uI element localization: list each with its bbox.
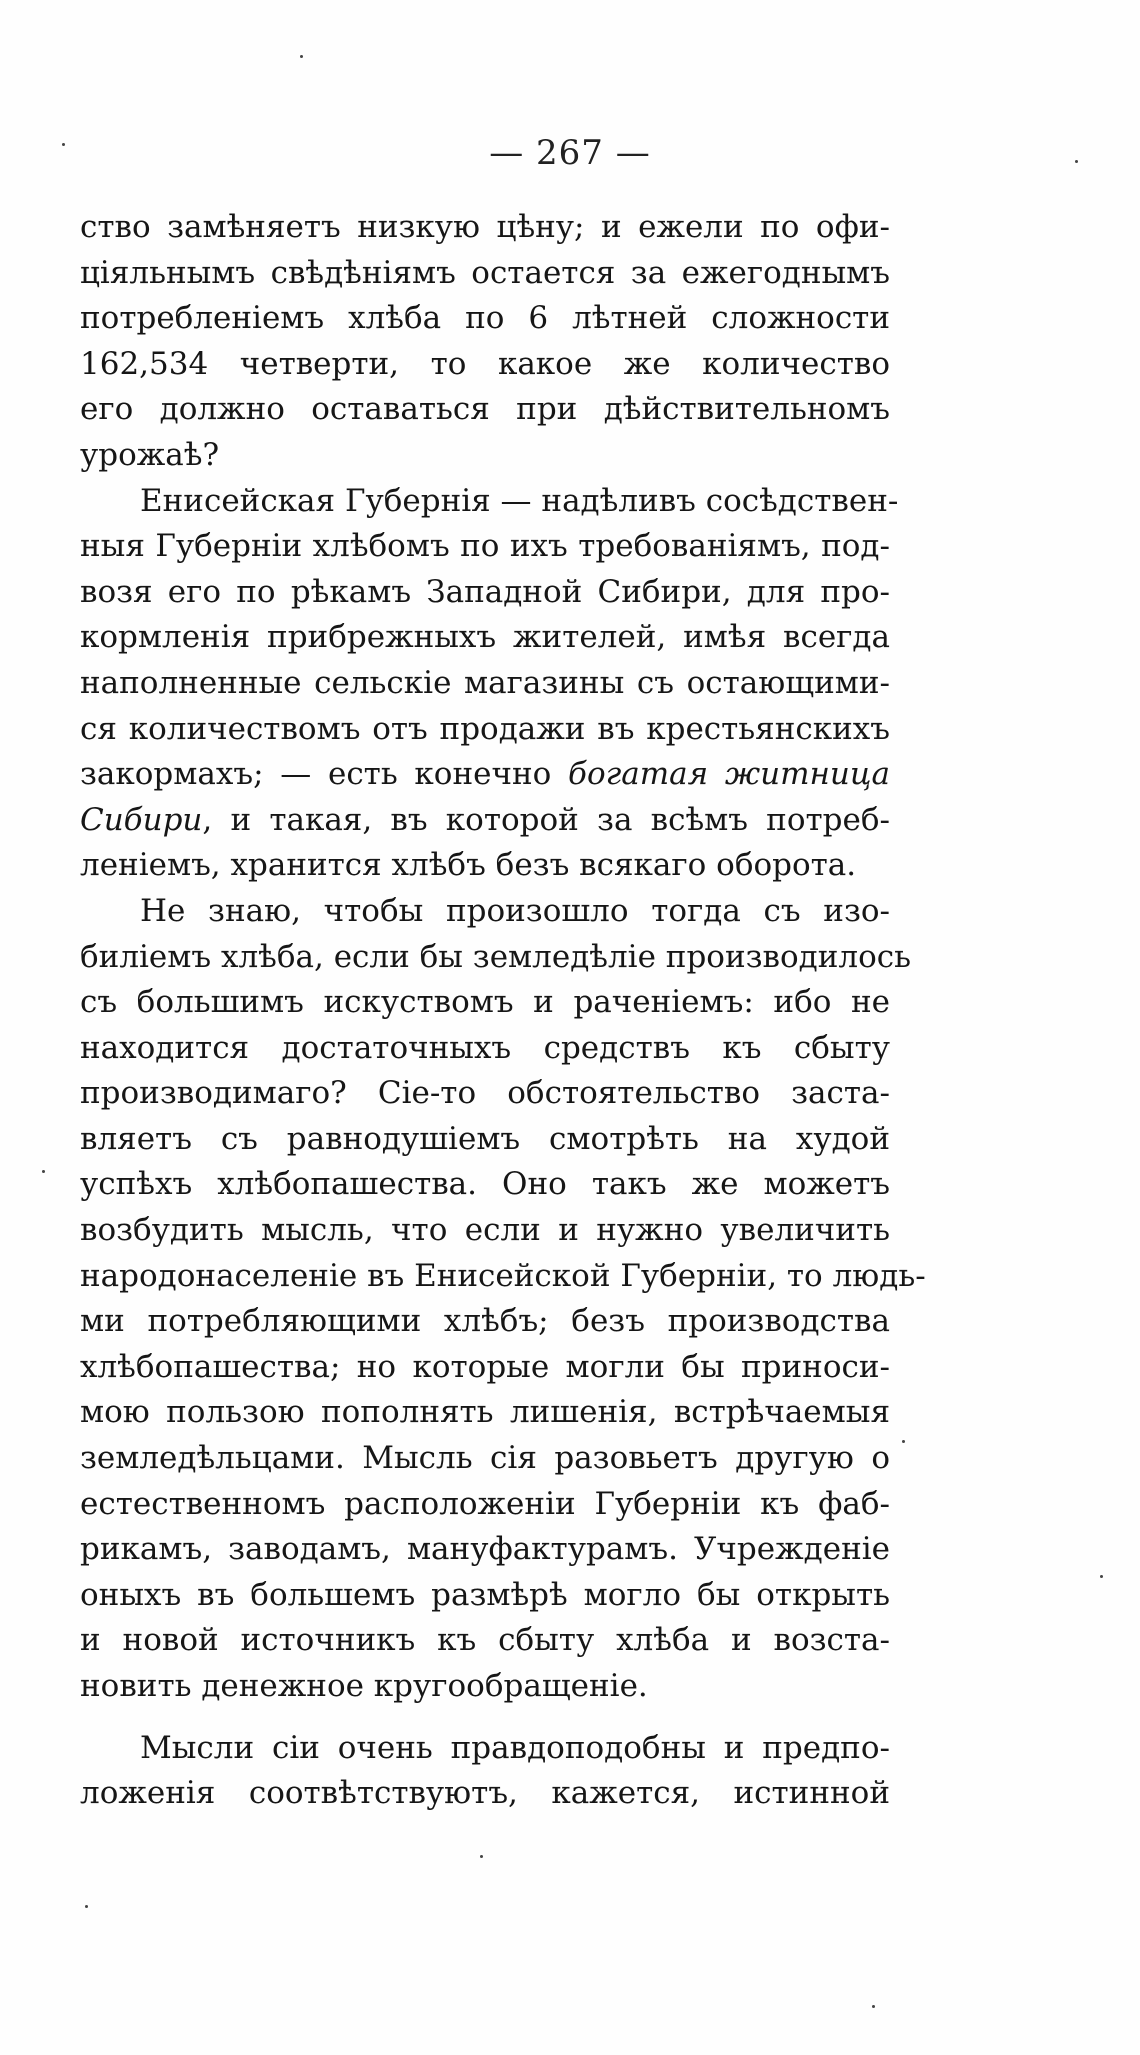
text-line: производимаго? Сіе-то обстоятельство заста- [80, 1075, 890, 1112]
text-line: Енисейская Губернія — надѣливъ сосѣдствен- [140, 482, 899, 519]
text-line: ныя Губерніи хлѣбомъ по ихъ требованіямъ, под- [80, 528, 890, 565]
text-line: ціяльнымъ свѣдѣніямъ остается за ежегоднымъ [80, 254, 890, 291]
scan-speck [1075, 160, 1078, 163]
italic-phrase: Сибири [80, 801, 203, 838]
text-segment: , и такая, въ которой за всѣмъ потреб- [202, 801, 890, 838]
text-line: и новой источникъ къ сбыту хлѣба и возста- [80, 1622, 890, 1659]
text-line: леніемъ, хранится хлѣбъ безъ всякаго оборота. [80, 847, 857, 884]
text-line: Мысли сіи очень правдоподобны и предпо- [140, 1729, 890, 1766]
text-line: находится достаточныхъ средствъ къ сбыту [80, 1029, 890, 1066]
text-line: мою пользою пополнять лишенія, встрѣчаемыя [80, 1394, 890, 1431]
scan-speck [902, 1440, 905, 1443]
text-line: земледѣльцами. Мысль сія разовьетъ другую о [80, 1440, 890, 1477]
text-line-mixed [80, 798, 890, 844]
text-line: новить денежное кругообращеніе. [80, 1668, 648, 1704]
text-line: народонаселеніе въ Енисейской Губерніи, то людь- [80, 1257, 926, 1294]
text-line: ство замѣняетъ низкую цѣну; и ежели по офи- [80, 209, 890, 245]
scan-speck [300, 55, 303, 58]
text-line: ся количествомъ отъ продажи въ крестьянскихъ [80, 710, 890, 747]
text-line: успѣхъ хлѣбопашества. Оно такъ же можетъ [80, 1166, 890, 1203]
scan-speck [85, 1905, 88, 1908]
text-line-mixed [80, 752, 890, 798]
paragraph-2 [80, 479, 899, 889]
text-line: урожаѣ? [80, 436, 220, 473]
body-text [80, 205, 926, 1817]
paragraph-4 [80, 1726, 890, 1817]
text-line: биліемъ хлѣба, если бы земледѣліе производилось [80, 938, 911, 975]
scan-speck [62, 143, 65, 146]
text-line: рикамъ, заводамъ, мануфактурамъ. Учрежденіе [80, 1531, 890, 1568]
text-line: естественномъ расположеніи Губерніи къ фаб- [80, 1485, 890, 1522]
text-line: его должно оставаться при дѣйствительномъ [80, 391, 890, 428]
paragraph-1 [80, 205, 890, 479]
text-line: Не знаю, чтобы произошло тогда съ изо- [140, 892, 890, 929]
text-line: оныхъ въ большемъ размѣрѣ могло бы открыть [80, 1576, 890, 1613]
text-line: кормленія прибрежныхъ жителей, имѣя всегда [80, 619, 890, 656]
paragraph-3 [80, 889, 926, 1710]
scan-speck [480, 1855, 483, 1858]
text-line: ложенія соотвѣтствуютъ, кажется, истинной [80, 1775, 890, 1812]
text-line: наполненные сельскіе магазины съ остающими- [80, 664, 890, 701]
text-line: возя его по рѣкамъ Западной Сибири, для про- [80, 573, 890, 610]
text-line: 162,534 четверти, то какое же количество [80, 345, 890, 382]
text-segment: закормахъ; — есть конечно [80, 756, 552, 793]
scan-speck [42, 1170, 45, 1173]
paragraph-spacer [80, 1710, 890, 1726]
text-line: хлѣбопашества; но которые могли бы приноси- [80, 1348, 890, 1385]
text-line: ми потребляющими хлѣбъ; безъ производства [80, 1303, 890, 1340]
text-line: вляетъ съ равнодушіемъ смотрѣть на худой [80, 1120, 890, 1157]
page-number: — 267 — [489, 133, 651, 173]
text-line: потребленіемъ хлѣба по 6 лѣтней сложности [80, 300, 890, 337]
text-line: съ большимъ искуствомъ и раченіемъ: ибо не [80, 984, 890, 1021]
italic-phrase: богатая житница [568, 756, 890, 793]
scan-speck [1100, 1575, 1103, 1578]
scan-speck [872, 2005, 875, 2008]
text-line: возбудить мысль, что если и нужно увеличить [80, 1212, 890, 1249]
